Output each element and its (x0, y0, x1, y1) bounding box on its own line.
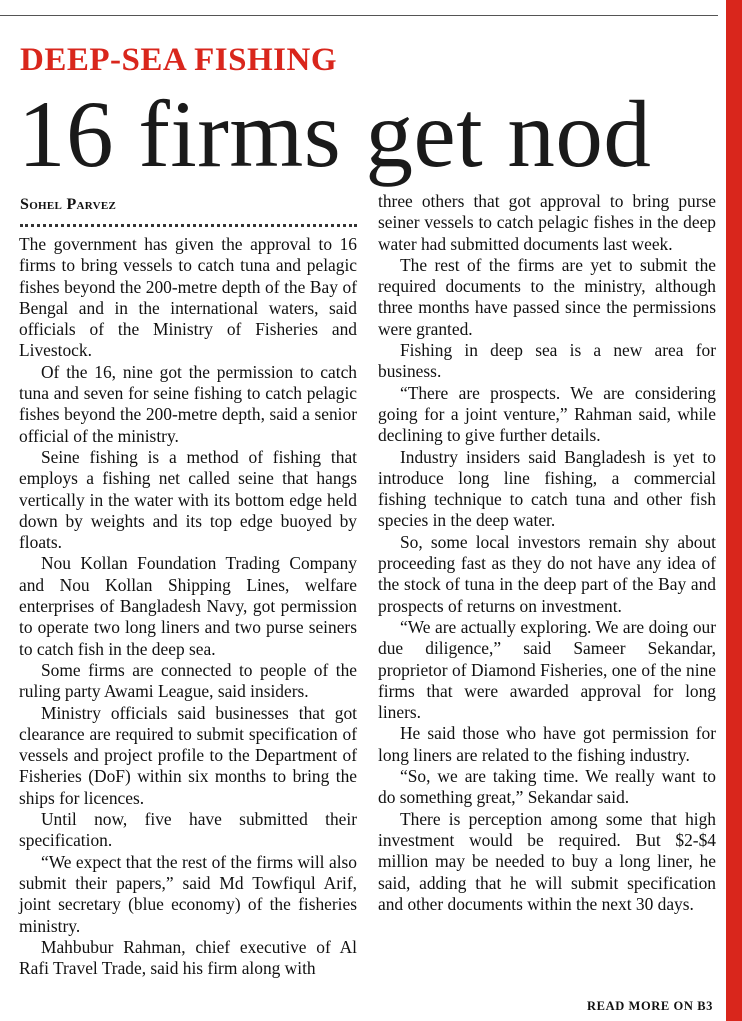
paragraph: “We expect that the rest of the firms will also submit their papers,” said Md Towfiqul Arif, joint secretary (blue economy) of the fisheries ministry. (19, 851, 357, 936)
paragraph: Industry insiders said Bangladesh is yet to introduce long line fishing, a commercial fishing technique to catch tuna and other fish species in the deep water. (378, 446, 716, 531)
read-more-link[interactable]: READ MORE ON B3 (587, 999, 714, 1013)
paragraph: Until now, five have submitted their specification. (19, 809, 357, 851)
paragraph: Ministry officials said businesses that got clearance are required to submit specification of vessels and project profile to the Department of Fisheries (DoF) within six months to bring the ships for licences. (19, 702, 357, 808)
paragraph: Of the 16, nine got the permission to catch tuna and seven for seine fishing to catch pelagic fishes beyond the 200-metre depth, said a senior official of the ministry. (19, 361, 357, 446)
paragraph: He said those who have got permission for long liners are related to the fishing industry. (378, 723, 716, 765)
paragraph: Mahbubur Rahman, chief executive of Al Rafi Travel Trade, said his firm along with (19, 936, 357, 979)
paragraph: Nou Kollan Foundation Trading Company and Nou Kollan Shipping Lines, welfare enterprises of Bangladesh Navy, got permission to operate two long liners and two purse seiners to catch fish in the deep sea. (19, 553, 357, 659)
byline-divider (20, 224, 357, 227)
paragraph: So, some local investors remain shy about proceeding fast as they do not have any idea of the stock of tuna in the deep part of the Bay and prospects of returns on investment. (378, 531, 716, 616)
top-rule (0, 15, 718, 16)
paragraph: three others that got approval to bring purse seiner vessels to catch pelagic fishes in the deep water had submitted documents last week. (378, 191, 716, 254)
paragraph: Fishing in deep sea is a new area for business. (378, 340, 716, 382)
paragraph: The rest of the firms are yet to submit the required documents to the ministry, although three months have passed since the permissions were granted. (378, 254, 716, 339)
paragraph: The government has given the approval to 16 firms to bring vessels to catch tuna and pelagic fishes beyond the 200-metre depth of the Bay of Bengal and in the international waters, said officials of the Ministry of Fisheries and Livestock. (19, 234, 357, 361)
byline: Sohel Parvez (20, 196, 117, 213)
paragraph: Seine fishing is a method of fishing that employs a fishing net called seine that hangs vertically in the water with its bottom edge held down by weights and its top edge buoyed by floats. (19, 446, 357, 553)
paragraph: “There are prospects. We are considering going for a joint venture,” Rahman said, while declining to give further details. (378, 382, 716, 446)
paragraph: “So, we are taking time. We really want to do something great,” Sekandar said. (378, 766, 716, 808)
article-column-1 (19, 234, 357, 979)
paragraph: There is perception among some that high investment would be required. But $2-$4 million may be needed to buy a long liner, he said, adding that he will submit specification and other documents within the next 30 days. (378, 808, 716, 914)
paragraph: “We are actually exploring. We are doing our due diligence,” said Sameer Sekandar, proprietor of Diamond Fisheries, one of the nine firms that were awarded approval for long liners. (378, 616, 716, 723)
kicker: DEEP-SEA FISHING (20, 42, 337, 78)
headline: 16 firms get nod (18, 81, 652, 187)
paragraph: Some firms are connected to people of the ruling party Awami League, said insiders. (19, 659, 357, 702)
section-color-bar (726, 0, 742, 1021)
article-column-2 (378, 191, 716, 915)
